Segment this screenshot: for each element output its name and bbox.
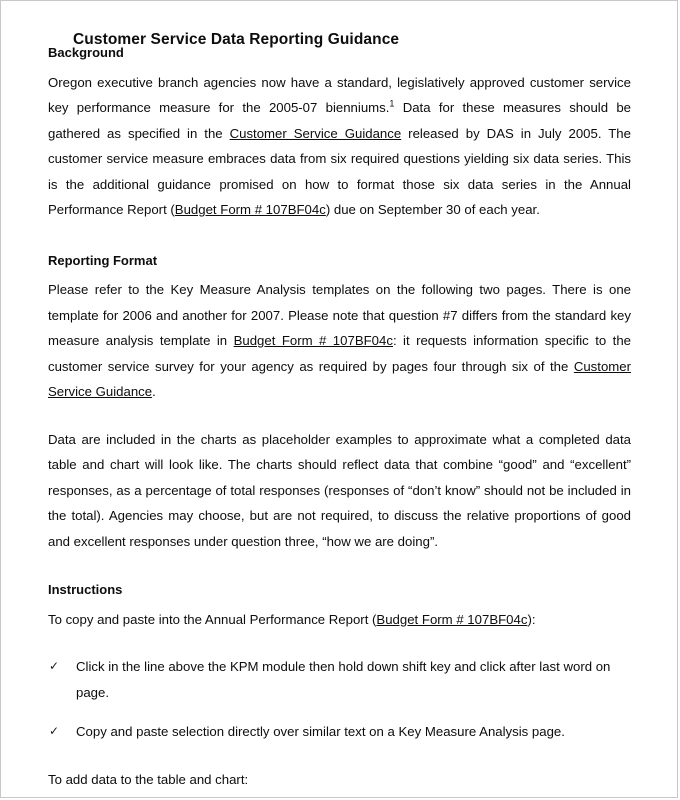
spacer-before-bullets bbox=[48, 632, 631, 654]
spacer-after-instructions-heading bbox=[48, 598, 631, 607]
section-heading-instructions: Instructions bbox=[48, 582, 123, 598]
list-item-label: Copy and paste selection directly over similar text on a Key Measure Analysis page. bbox=[76, 724, 565, 740]
spacer-after-background-heading bbox=[48, 61, 631, 70]
section-heading-reporting-format: Reporting Format bbox=[48, 252, 158, 268]
spacer-before-instructions bbox=[48, 554, 631, 582]
reporting-format-text-part-1: Please refer to the Key Measure Analysis templates on the following two pages. There is one template for 2006 and another for 2007. Please note that question #7 differs from the standard key measure analysis template in bbox=[48, 282, 631, 349]
list-item bbox=[48, 654, 631, 705]
list-item bbox=[48, 719, 631, 745]
spacer-before-background bbox=[48, 1, 631, 45]
instructions-intro-part-1: To copy and paste into the Annual Performance Report ( bbox=[48, 611, 377, 627]
reporting-format-text-part-2: : it requests information specific to the customer service survey for your agency as required by pages four through six of the bbox=[48, 333, 631, 374]
link-budget-form[interactable]: Budget Form # 107BF04c bbox=[376, 611, 528, 627]
instructions-closing: To add data to the table and chart: bbox=[48, 771, 249, 787]
checkmark-icon: ✓ bbox=[49, 659, 60, 674]
background-text-part-2: Data for these measures should be gathered as specified in the bbox=[48, 100, 631, 141]
background-text-part-3: released by DAS in July 2005. The customer service measure embraces data from six required questions yielding six data series. This is the additional guidance promised on how to format those six data series in the Annual Performance Report ( bbox=[48, 125, 631, 218]
reporting-format-paragraph-2: Data are included in the charts as placeholder examples to approximate what a completed data table and chart will look like. The charts should reflect data that combine “good” and “excellent” responses, as a percentage of total responses (responses of “don’t know” should not be included in the total). Agencies may choose, but are not required, to discuss the relative proportions of good and excellent responses under question three, “how we are doing”. bbox=[48, 431, 631, 549]
section-heading-background: Background bbox=[48, 45, 124, 60]
instructions-intro-part-2: ): bbox=[527, 611, 536, 627]
spacer-after-reporting-format-heading bbox=[48, 268, 631, 277]
link-budget-form[interactable]: Budget Form # 107BF04c bbox=[174, 202, 326, 218]
page-title: Customer Service Data Reporting Guidance bbox=[73, 31, 400, 48]
link-customer-service-guidance[interactable]: Customer Service Guidance bbox=[48, 358, 631, 400]
list-item-label: Click in the line above the KPM module then hold down shift key and click after last word on page. bbox=[76, 659, 611, 700]
checkmark-icon: ✓ bbox=[49, 724, 60, 739]
reporting-format-paragraph-1 bbox=[48, 277, 631, 405]
background-text-part-1: Oregon executive branch agencies now have a standard, legislatively approved customer service key performance measure for the 2005-07 bienniums. bbox=[48, 74, 631, 116]
document-body bbox=[48, 1, 631, 792]
link-customer-service-guidance[interactable]: Customer Service Guidance bbox=[229, 125, 402, 141]
instructions-intro bbox=[48, 607, 631, 633]
spacer-between-paragraphs bbox=[48, 405, 631, 427]
instructions-bullet-list bbox=[48, 654, 631, 745]
spacer-before-reporting-format bbox=[48, 223, 631, 253]
background-text-part-4: ) due on September 30 of each year. bbox=[325, 202, 540, 218]
spacer-before-closing bbox=[48, 745, 631, 767]
reporting-format-text-part-3: . bbox=[152, 384, 156, 400]
background-paragraph bbox=[48, 70, 631, 223]
footnote-marker: 1 bbox=[389, 98, 395, 109]
link-budget-form[interactable]: Budget Form # 107BF04c bbox=[233, 333, 393, 349]
